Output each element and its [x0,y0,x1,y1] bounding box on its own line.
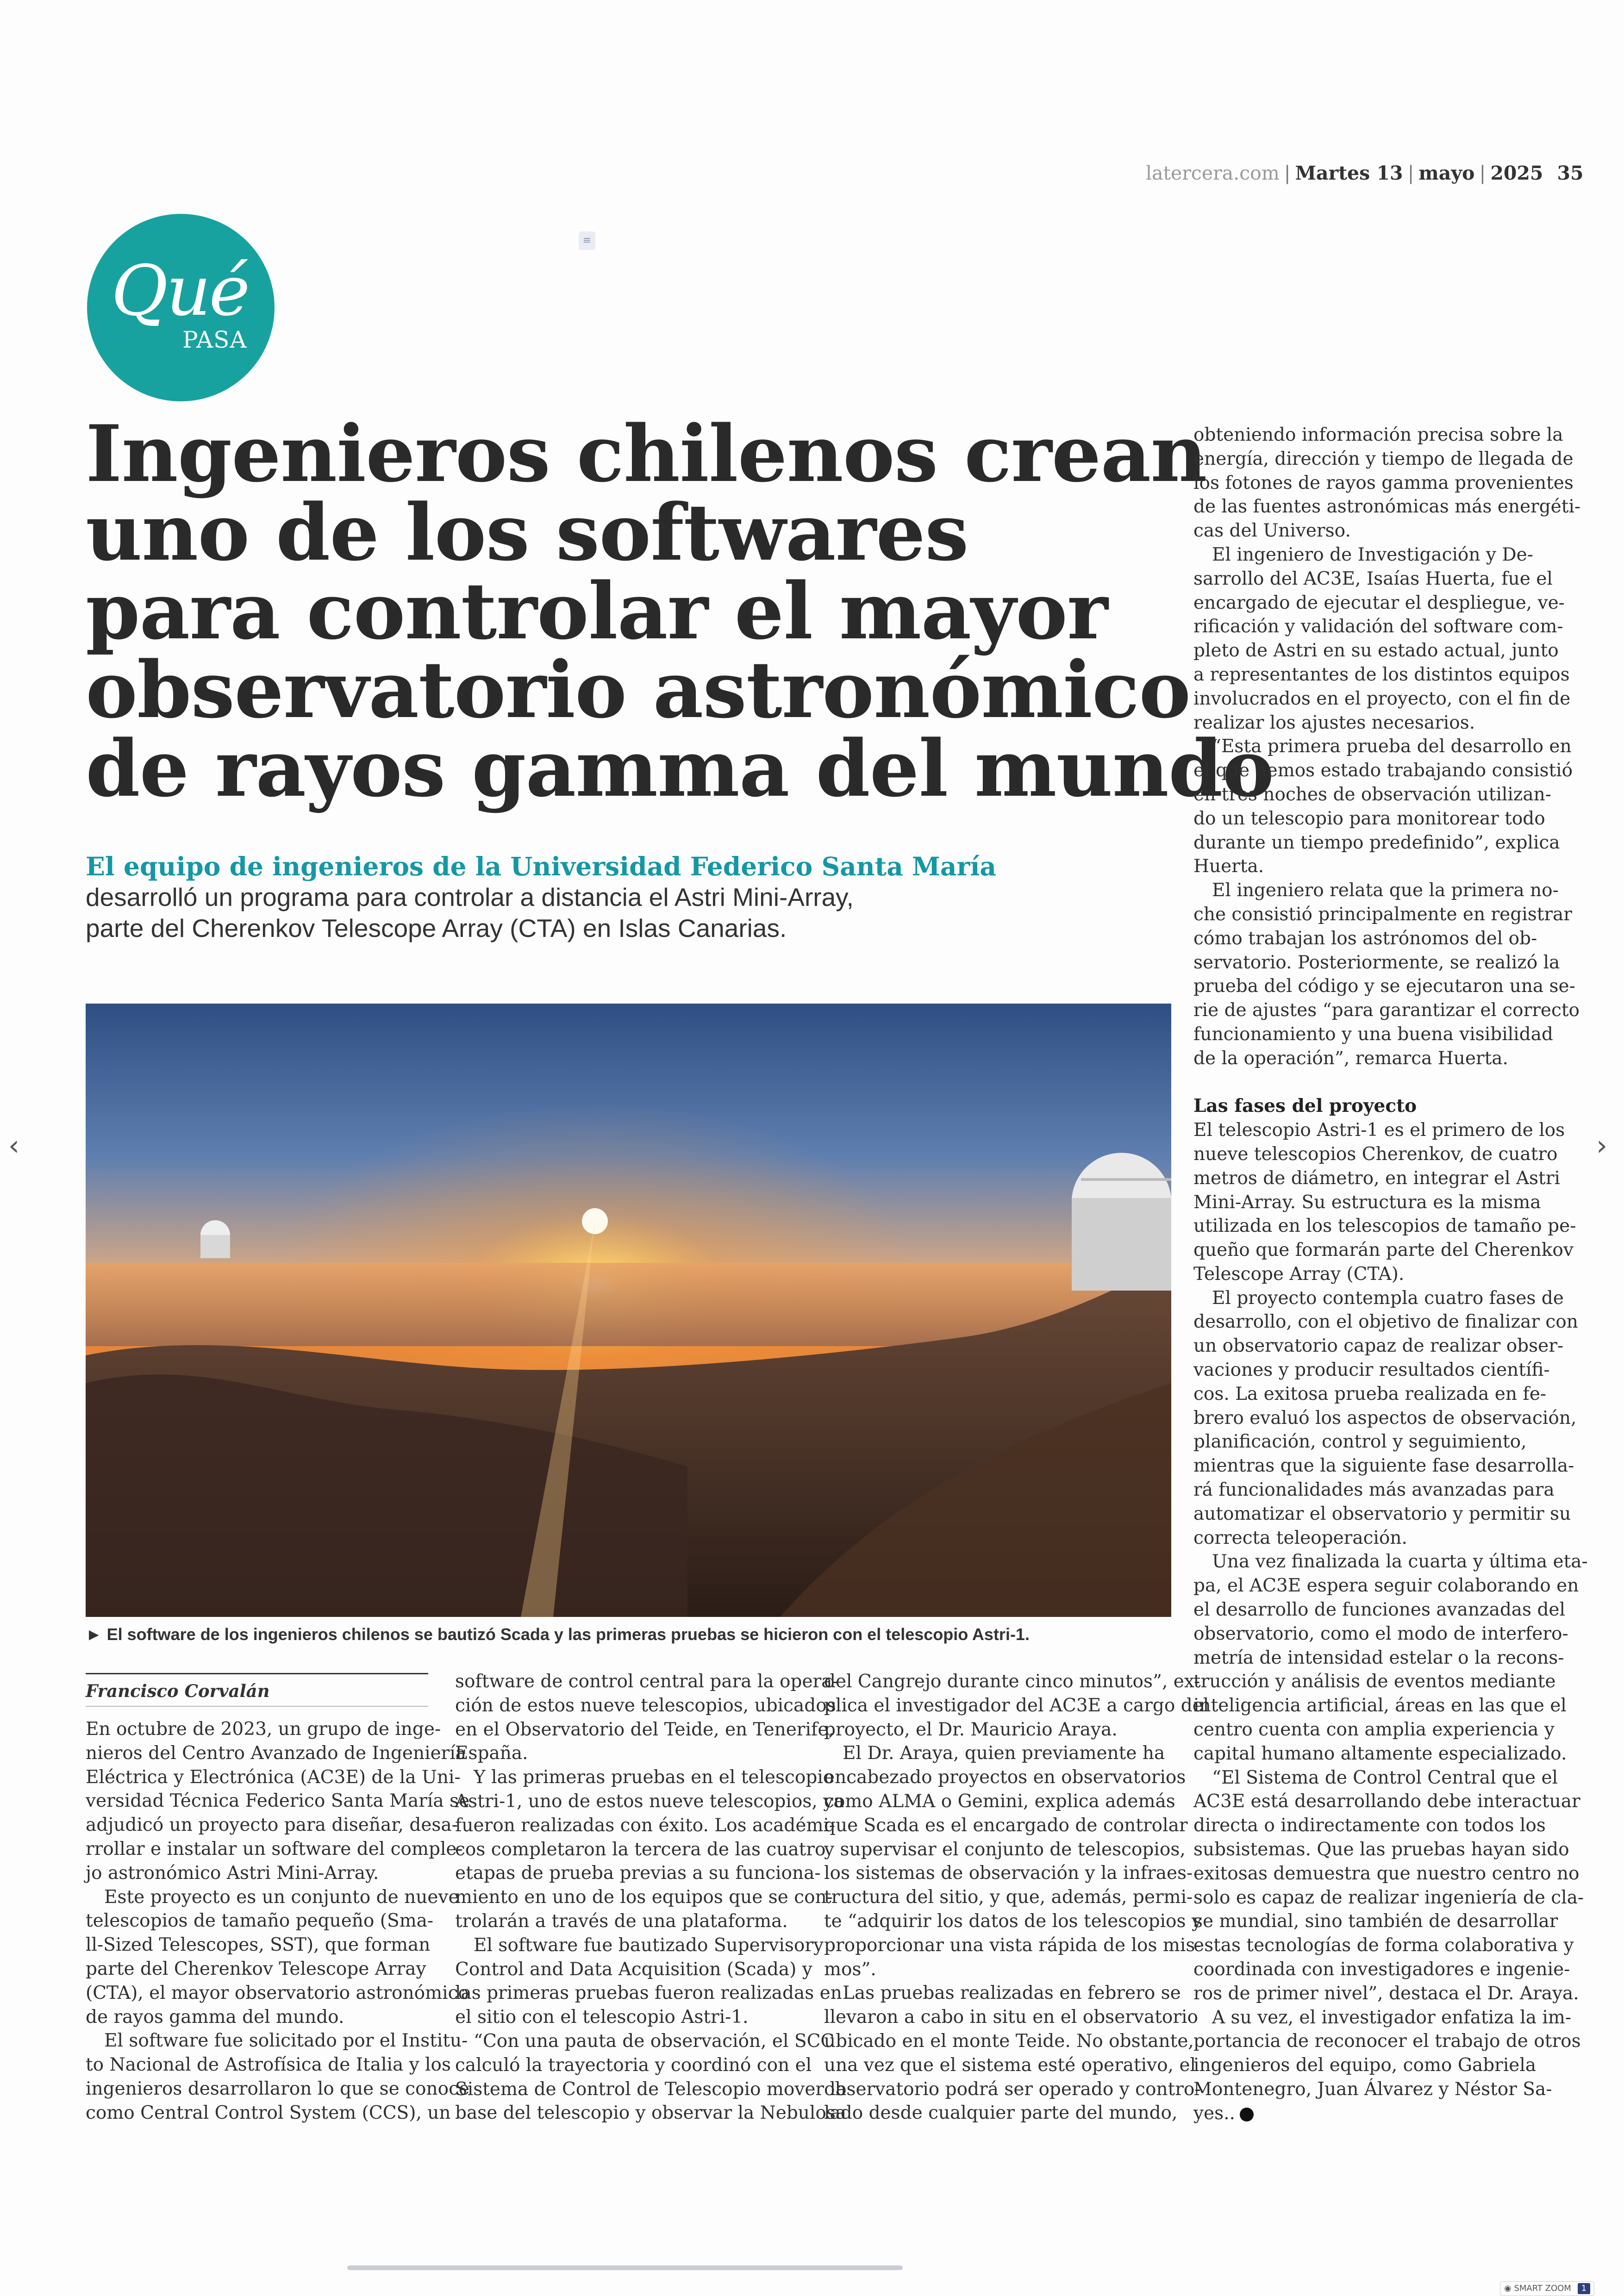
text-line: to Nacional de Astrofísica de Italia y los [86,2054,451,2076]
text-line: software de control central para la opera- [455,1671,838,1692]
text-line: En octubre de 2023, un grupo de inge- [86,1719,441,1740]
text-line: base del telescopio y observar la Nebulosa [455,2103,847,2124]
text-line: prueba del código y se ejecutaron una se- [1193,976,1575,997]
observatory-photo [86,1004,1171,1617]
text-line: el desarrollo de funciones avanzadas del [1193,1599,1565,1621]
text-line: involucrados en el proyecto, con el fin de [1193,688,1571,709]
text-line: directa o indirectamente con todos los [1193,1815,1546,1836]
text-line: Sistema de Control de Telescopio mover la [455,2078,847,2100]
text-line: observatorio, como el modo de interfero- [1193,1623,1568,1644]
text-line: encabezado proyectos en observatorios [824,1767,1186,1788]
text-line: del Cangrejo durante cinco minutos”, ex- [824,1671,1200,1692]
text-line: Astri-1, uno de estos nueve telescopios, ya [455,1791,844,1812]
text-line: rá funcionalidades más avanzadas para [1193,1479,1555,1501]
text-line: Eléctrica y Electrónica (AC3E) de la Uni- [86,1766,461,1788]
text-line: el que hemos estado trabajando consistió [1193,760,1573,781]
text-line: utilizada en los telescopios de tamaño pe- [1193,1216,1576,1237]
subhead-lead: El equipo de ingenieros de la Universidad Federico Santa María [86,851,997,881]
scrollbar-thumb[interactable] [347,2265,903,2270]
text-line: rie de ajustes “para garantizar el correcto [1193,1000,1580,1021]
text-line: El telescopio Astri-1 es el primero de los [1193,1120,1565,1141]
text-line: A su vez, el investigador enfatiza la im- [1212,2007,1572,2028]
text-line: El software fue solicitado por el Institu- [104,2030,468,2052]
date-year: 2025 [1490,162,1543,184]
text-line: de la operación”, remarca Huerta. [1193,1048,1508,1069]
text-line: España. [455,1743,528,1764]
end-mark [1240,2108,1254,2121]
text-line: el sitio con el telescopio Astri-1. [455,2007,749,2028]
page-header: latercera.com | Martes 13 | mayo | 2025 35 [1146,162,1584,184]
text-line: metros de diámetro, en integrar el Astri [1193,1167,1560,1189]
subhead-line: desarrolló un programa para controlar a distancia el Astri Mini-Array, [86,883,854,911]
text-line: ll-Sized Telescopes, SST), que forman [86,1934,431,1956]
text-line: automatizar el observatorio y permitir su [1193,1503,1571,1524]
text-line: El ingeniero de Investigación y De- [1212,544,1533,565]
text-line: correcta teleoperación. [1193,1527,1407,1548]
date-month: mayo [1418,162,1475,184]
page-scrollbar[interactable] [347,2265,903,2270]
text-line: Mini-Array. Su estructura es la misma [1193,1192,1541,1213]
text-line: El software fue bautizado Supervisory [474,1934,824,1956]
text-line: durante un tiempo predefinido”, explica [1193,832,1560,853]
text-line: cos completaron la tercera de las cuatro [455,1839,826,1860]
text-line: metría de intensidad estelar o la recons- [1193,1647,1564,1668]
text-line: Huerta. [1193,856,1264,877]
text-line: estas tecnologías de forma colaborativa y [1193,1935,1574,1956]
text-line: ción de estos nueve telescopios, ubicados [455,1695,836,1716]
text-line: Las pruebas realizadas en febrero se [843,1983,1181,2004]
que-pasa-logo [87,214,275,401]
text-line: servatorio. Posteriormente, se realizó la [1193,952,1560,973]
text-line: do un telescopio para monitorear todo [1193,808,1545,829]
text-line: proyecto, el Dr. Mauricio Araya. [824,1719,1118,1740]
text-line: AC3E está desarrollando debe interactuar [1193,1791,1580,1812]
date-day: Martes 13 [1295,162,1403,184]
text-line: en tres noches de observación utilizan- [1193,784,1551,805]
text-line: rrollar e instalar un software del comple- [86,1838,463,1859]
text-line: encargado de ejecutar el despliegue, ve- [1193,592,1565,613]
headline-line: de rayos gamma del mundo [86,723,1274,814]
logo-word: Qué [111,251,249,331]
text-line: como ALMA o Gemini, explica además [824,1791,1175,1812]
headline-line: uno de los softwares [86,487,968,578]
text-line: de rayos gamma del mundo. [86,2006,344,2028]
text-line: proporcionar una vista rápida de los mis- [824,1934,1201,1956]
text-line: Control and Data Acquisition (Scada) y [455,1959,812,1980]
text-line: yes.. [1193,2102,1541,2126]
zoom-badge: 1 [1578,2283,1590,2294]
text-line: jo astronómico Astri Mini-Array. [86,1862,379,1884]
text-line: nieros del Centro Avanzado de Ingeniería [86,1742,467,1764]
text-line: que Scada es el encargado de controlar [824,1815,1188,1836]
subheadline [86,851,1081,944]
text-line [1193,1071,1541,1095]
text-line: ingenieros del equipo, como Gabriela [1193,2055,1537,2076]
text-line: El Dr. Araya, quien previamente ha [843,1743,1165,1764]
text-line: coordinada con investigadores e ingenie- [1193,1959,1570,1980]
eye-icon: ◉ [1504,2284,1512,2293]
text-line: che consistió principalmente en registrar [1193,904,1572,925]
text-line: miento en uno de los equipos que se con- [455,1887,833,1908]
text-line: capital humano altamente especializado. [1193,1743,1567,1764]
text-line: versidad Técnica Federico Santa María se [86,1791,470,1812]
headline-line: para controlar el mayor [86,565,1108,657]
text-line: pleto de Astri en su estado actual, junto [1193,640,1559,661]
text-line: “El Sistema de Control Central que el [1212,1767,1558,1788]
text-line: desarrollo, con el objetivo de finalizar con [1193,1311,1578,1333]
smart-zoom-button[interactable] [1500,2281,1594,2296]
text-line: “Con una pauta de observación, el SCC [474,2030,835,2052]
text-line: plica el investigador del AC3E a cargo del [824,1695,1209,1716]
text-line: El ingeniero relata que la primera no- [1212,880,1559,901]
text-line: centro cuenta con amplia experiencia y [1193,1719,1555,1741]
byline: Francisco Corvalán [86,1673,428,1707]
text-line: pa, el AC3E espera seguir colaborando en [1193,1575,1579,1597]
text-line: realizar los ajustes necesarios. [1193,712,1475,733]
section-heading: Las fases del proyecto [1193,1095,1417,1117]
logo-subword: PASA [182,326,247,353]
text-line: portancia de reconocer el trabajo de otros [1193,2031,1581,2052]
text-line: observatorio podrá ser operado y contro- [824,2078,1201,2100]
text-line: Montenegro, Juan Álvarez y Néstor Sa- [1193,2078,1552,2100]
text-line: etapas de prueba previas a su funciona- [455,1863,821,1884]
body-column-4 [1193,423,1588,2126]
body-column-1 [86,1717,470,2125]
text-line: de las fuentes astronómicas más energéti- [1193,496,1581,518]
text-line: Telescope Array (CTA). [1193,1263,1405,1285]
text-line: mientras que la siguiente fase desarrolla- [1193,1455,1574,1477]
text-line: y supervisar el conjunto de telescopios, [824,1839,1186,1860]
text-line: calculó la trayectoria y coordinó con el [455,2054,812,2076]
text-line: tructura del sitio, y que, además, permi- [824,1887,1193,1908]
body-column-3 [824,1670,1209,2125]
text-line: brero evaluó los aspectos de observación, [1193,1407,1577,1429]
text-line: planificación, control y seguimiento, [1193,1431,1527,1453]
site-name: latercera.com [1146,162,1280,184]
text-line: los sistemas de observación y la infraes- [824,1863,1193,1884]
text-line: inteligencia artificial, áreas en las que el [1193,1695,1567,1716]
note-icon[interactable]: ≡ [579,231,595,250]
prev-page-icon[interactable]: ‹ [8,1129,19,1162]
text-line: exitosas demuestra que nuestro centro no [1193,1863,1580,1884]
page-number: 35 [1557,162,1584,184]
text-line: Y las primeras pruebas en el telescopio [474,1767,834,1788]
text-line: rificación y validación del software com- [1193,616,1563,637]
text-line: Este proyecto es un conjunto de nueve [104,1886,459,1908]
text-line: fueron realizadas con éxito. Los académi- [455,1815,836,1836]
smart-zoom-label: SMART ZOOM [1514,2284,1571,2293]
text-line: ubicado en el monte Teide. No obstante, [824,2030,1194,2052]
headline-line: Ingenieros chilenos crean [86,408,1207,499]
text-line: a representantes de los distintos equipos [1193,664,1570,685]
text-line: sarrollo del AC3E, Isaías Huerta, fue el [1193,568,1553,589]
body-column-2 [455,1670,847,2125]
text-line: como Central Control System (CCS), un [86,2102,451,2123]
subhead-line: parte del Cherenkov Telescope Array (CTA) en Islas Canarias. [86,914,787,942]
text-line: trucción y análisis de eventos mediante [1193,1671,1556,1692]
text-line: se mundial, sino también de desarrollar [1193,1911,1558,1932]
text-line: subsistemas. Que las pruebas hayan sido [1193,1839,1569,1860]
text-line: las primeras pruebas fueron realizadas en [455,1983,842,2004]
photo-caption: ► El software de los ingenieros chilenos se bautizó Scada y las primeras pruebas se hicieron con el telescopio Astri-1. [86,1625,1030,1644]
text-line: ros de primer nivel”, destaca el Dr. Araya. [1193,1983,1579,2004]
text-line: queño que formarán parte del Cherenkov [1193,1240,1574,1261]
text-line: energía, dirección y tiempo de llegada de [1193,448,1574,469]
text-line: te “adquirir los datos de los telescopios y [824,1910,1202,1932]
text-line: telescopios de tamaño pequeño (Sma- [86,1910,434,1932]
text-line: lado desde cualquier parte del mundo, [824,2103,1178,2124]
headline-line: observatorio astronómico [86,644,1191,736]
text-line: trolarán a través de una plataforma. [455,1910,788,1932]
text-line: adjudicó un proyecto para diseñar, desa- [86,1815,458,1836]
text-line: una vez que el sistema esté operativo, el [824,2054,1196,2076]
text-line: (CTA), el mayor observatorio astronómico [86,1982,469,2003]
text-line: cos. La exitosa prueba realizada en fe- [1193,1383,1547,1404]
text-line: obteniendo información precisa sobre la [1193,424,1563,445]
text-line: funcionamiento y una buena visibilidad [1193,1023,1553,1045]
text-line: mos”. [824,1959,876,1980]
next-page-icon[interactable]: › [1596,1129,1607,1162]
text-line: en el Observatorio del Teide, en Tenerife, [455,1719,834,1740]
text-line: El proyecto contempla cuatro fases de [1212,1287,1564,1309]
text-line: vaciones y producir resultados científi- [1193,1360,1550,1381]
text-line: solo es capaz de realizar ingeniería de cla- [1193,1887,1584,1908]
text-line: un observatorio capaz de realizar obser- [1193,1335,1564,1357]
text-line: cas del Universo. [1193,520,1351,542]
text-line: “Esta primera prueba del desarrollo en [1212,736,1572,757]
text-line: llevaron a cabo in situ en el observatorio [824,2007,1198,2028]
text-line: cómo trabajan los astrónomos del ob- [1193,928,1537,949]
text-line: nueve telescopios Cherenkov, de cuatro [1193,1143,1558,1165]
text-line: los fotones de rayos gamma provenientes [1193,472,1574,493]
text-line: parte del Cherenkov Telescope Array [86,1958,426,1979]
text-line: ingenieros desarrollaron lo que se conoce [86,2078,469,2099]
text-line: Una vez finalizada la cuarta y última eta- [1212,1551,1588,1572]
